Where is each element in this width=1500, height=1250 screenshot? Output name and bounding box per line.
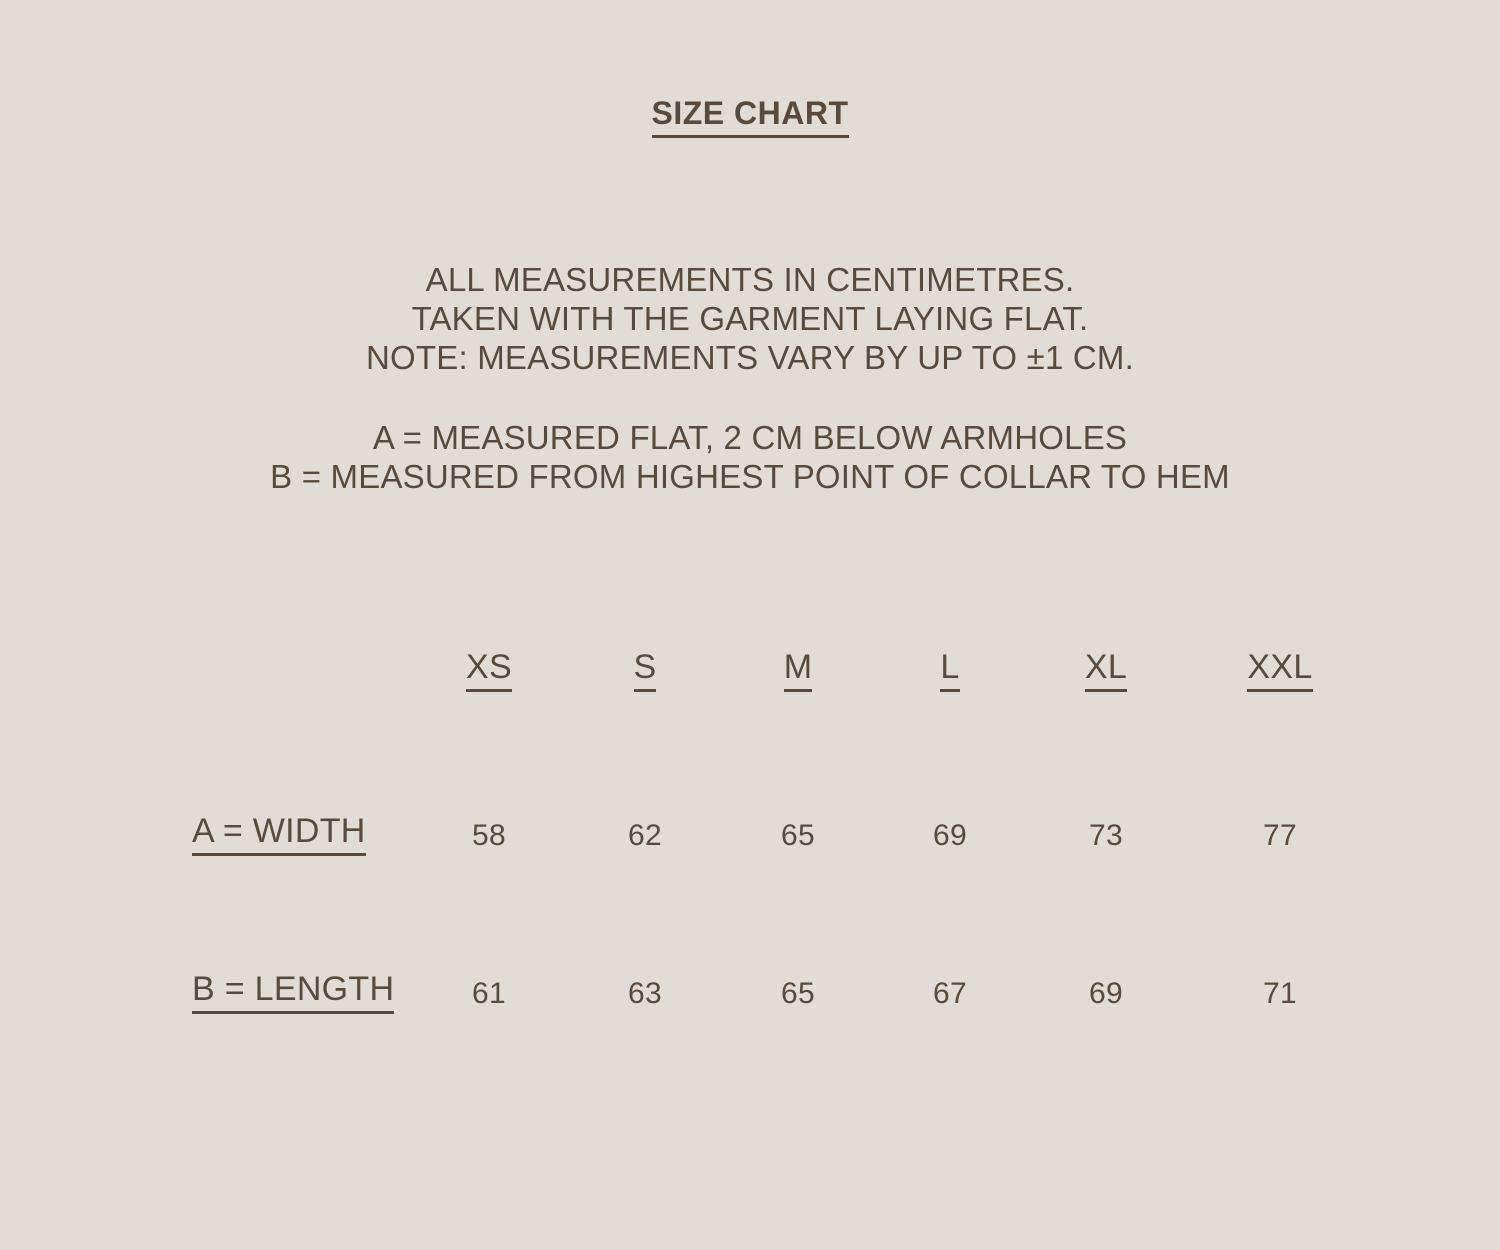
width-value-s: 62 bbox=[628, 819, 662, 852]
legend-line-a: A = MEASURED FLAT, 2 CM BELOW ARMHOLES bbox=[372, 419, 1128, 456]
table-row-width bbox=[192, 812, 1374, 856]
legend-line-b: B = MEASURED FROM HIGHEST POINT OF COLLAR TO HEM bbox=[270, 458, 1230, 495]
length-value-xxl: 71 bbox=[1263, 977, 1297, 1010]
size-column-header-s: S bbox=[568, 648, 722, 692]
length-value-xs: 61 bbox=[472, 977, 506, 1010]
size-table-header-row bbox=[192, 648, 1374, 692]
width-value-xs: 58 bbox=[472, 819, 506, 852]
length-value-m: 65 bbox=[781, 977, 815, 1010]
length-value-l: 67 bbox=[933, 977, 967, 1010]
page-title-wrap bbox=[0, 95, 1500, 138]
width-value-l: 69 bbox=[933, 819, 967, 852]
width-value-m: 65 bbox=[781, 819, 815, 852]
row-label-width: A = WIDTH bbox=[192, 812, 410, 856]
measurement-legend bbox=[0, 418, 1500, 496]
length-value-xl: 69 bbox=[1089, 977, 1123, 1010]
note-line: TAKEN WITH THE GARMENT LAYING FLAT. bbox=[411, 300, 1089, 337]
row-label-length: B = LENGTH bbox=[192, 970, 410, 1014]
note-line: ALL MEASUREMENTS IN CENTIMETRES. bbox=[425, 261, 1075, 298]
size-column-header-l: L bbox=[874, 648, 1026, 692]
width-value-xxl: 77 bbox=[1263, 819, 1297, 852]
size-column-header-xs: XS bbox=[410, 648, 568, 692]
measurement-notes bbox=[0, 260, 1500, 377]
page-title: SIZE CHART bbox=[652, 95, 849, 138]
width-value-xl: 73 bbox=[1089, 819, 1123, 852]
note-line: NOTE: MEASUREMENTS VARY BY UP TO ±1 CM. bbox=[366, 339, 1134, 376]
size-column-header-m: M bbox=[722, 648, 874, 692]
size-column-header-xxl: XXL bbox=[1186, 648, 1374, 692]
length-value-s: 63 bbox=[628, 977, 662, 1010]
size-column-header-xl: XL bbox=[1026, 648, 1186, 692]
table-row-length bbox=[192, 970, 1374, 1014]
